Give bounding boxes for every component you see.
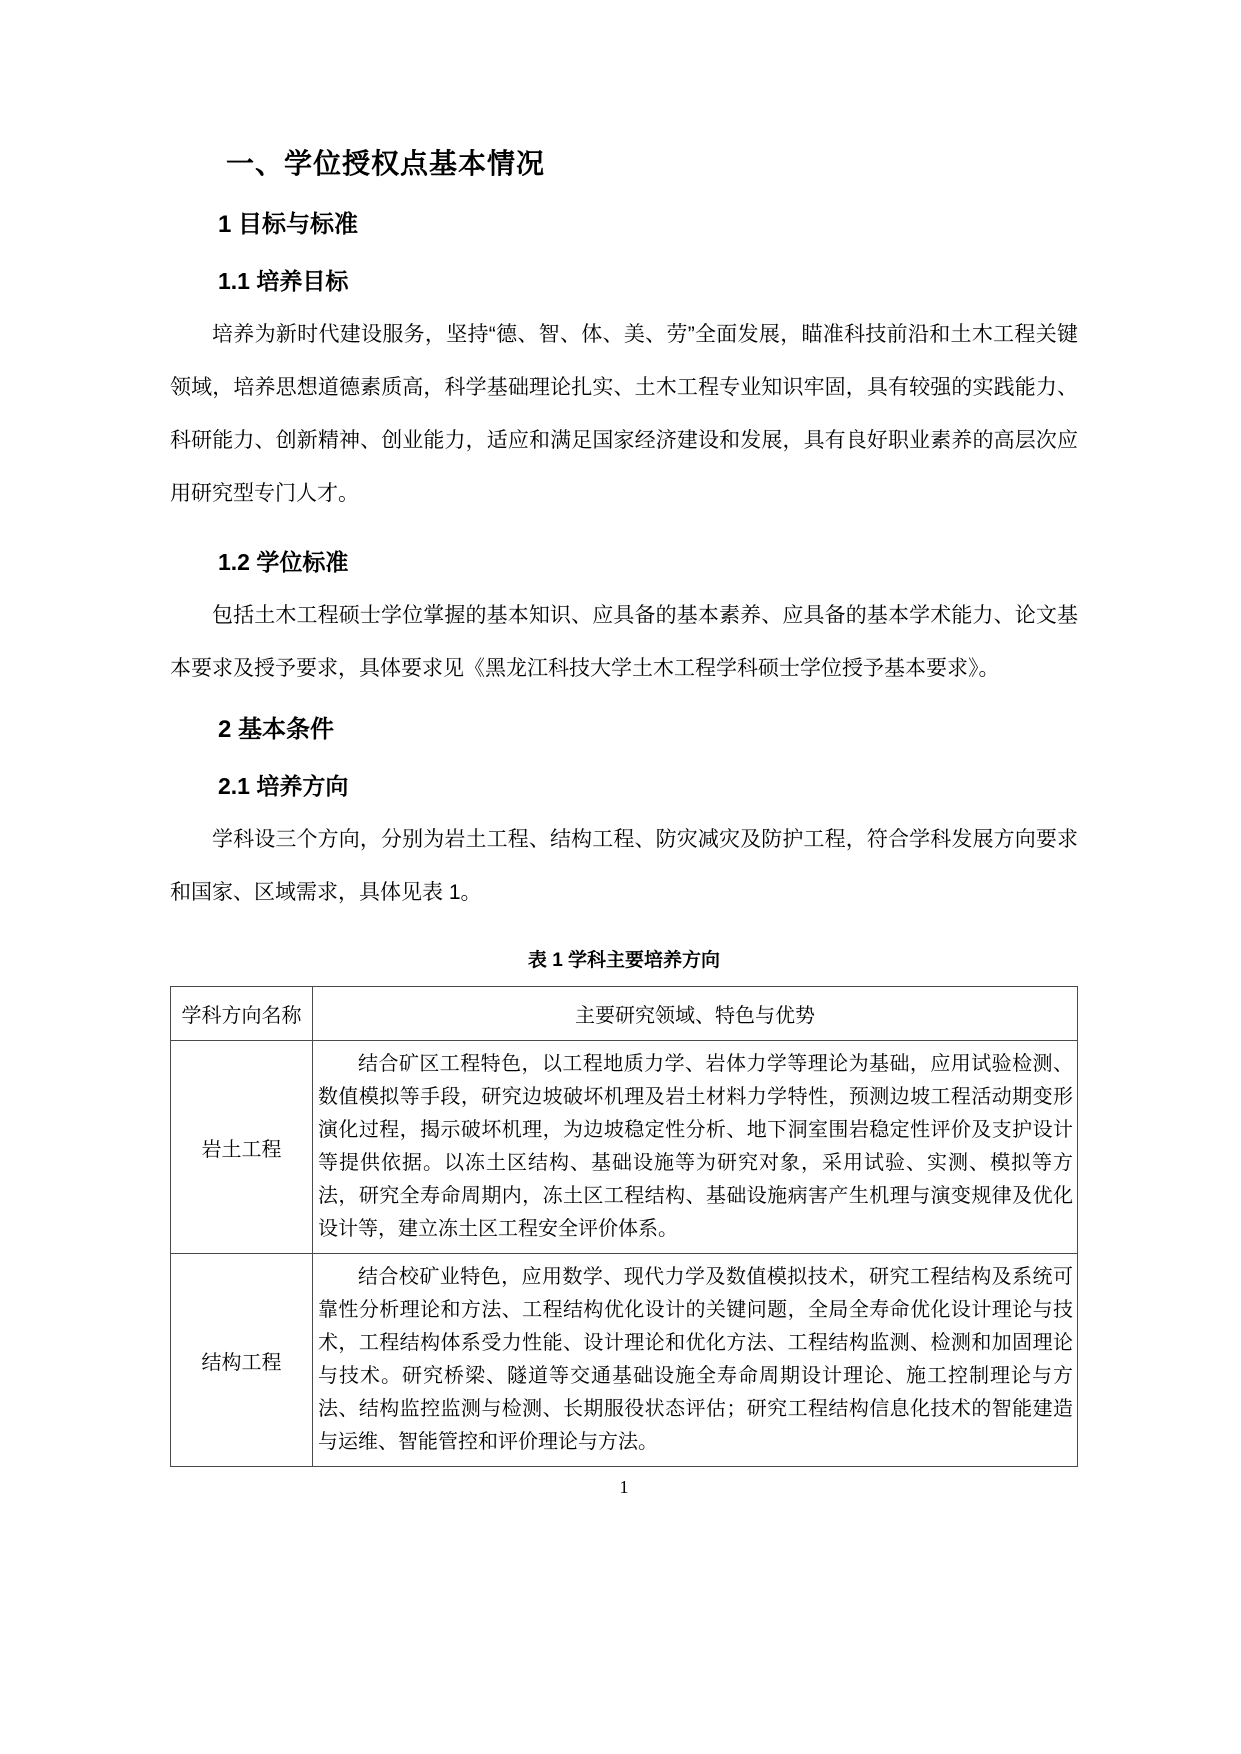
heading-degree-standard: 1.2 学位标准 [218,549,349,575]
document-title: 一、学位授权点基本情况 [226,148,546,179]
direction-description-structural: 结合校矿业特色，应用数学、现代力学及数值模拟技术，研究工程结构及系统可靠性分析理论和方法、工程结构优化设计的关键问题，全局全寿命优化设计理论与技术，工程结构体系受力性能、设计理论和优化方法、工程结构监测、检测和加固理论与技术。研究桥梁、隧道等交通基础设施全寿命周期设计理论、施工控制理论与方法、结构监控监测与检测、长期服役状态评估；研究工程结构信息化技术的智能建造与运维、智能管控和评价理论与方法。 [318,1266,1073,1453]
heading-training-goal: 1.1 培养目标 [218,268,349,294]
page-number: 1 [619,1477,629,1497]
direction-name-structural: 结构工程 [171,1254,313,1467]
direction-description-geotechnical: 结合矿区工程特色，以工程地质力学、岩体力学等理论为基础，应用试验检测、数值模拟等手段，研究边坡破坏机理及岩土材料力学特性，预测边坡工程活动期变形演化过程，揭示破坏机理，为边坡稳定性分析、地下洞室围岩稳定性评价及支护设计等提供依据。以冻土区结构、基础设施等为研究对象，采用试验、实测、模拟等方法，研究全寿命周期内，冻土区工程结构、基础设施病害产生机理与演变规律及优化设计等，建立冻土区工程安全评价体系。 [318,1053,1073,1240]
heading-goals-standards: 1 目标与标准 [218,211,359,238]
heading-training-direction: 2.1 培养方向 [218,773,349,799]
heading-basic-conditions: 2 基本条件 [218,716,335,743]
direction-description-cell [313,1041,1078,1254]
paragraph-degree-standard: 包括土木工程硕士学位掌握的基本知识、应具备的基本素养、应具备的基本学术能力、论文基本要求及授予要求，具体要求见《黑龙江科技大学土木工程学科硕士学位授予基本要求》。 [170,604,1078,680]
direction-name-geotechnical: 岩土工程 [171,1041,313,1254]
paragraph-training-direction: 学科设三个方向，分别为岩土工程、结构工程、防灾减灾及防护工程，符合学科发展方向要求和国家、区域需求，具体见表 1。 [170,828,1078,904]
table-row [171,1041,1078,1254]
table-header-row [171,987,1078,1041]
direction-description-cell [313,1254,1078,1467]
column-header-research-areas: 主要研究领域、特色与优势 [313,987,1078,1041]
paragraph-training-goal: 培养为新时代建设服务，坚持“德、智、体、美、劳”全面发展，瞄准科技前沿和土木工程关键领域，培养思想道德素质高，科学基础理论扎实、土木工程专业知识牢固，具有较强的实践能力、科研能力、创新精神、创业能力，适应和满足国家经济建设和发展，具有良好职业素养的高层次应用研究型专门人才。 [170,323,1078,505]
training-directions-table [170,986,1078,1467]
column-header-direction-name: 学科方向名称 [171,987,313,1041]
table-row [171,1254,1078,1467]
table-caption: 表 1 学科主要培养方向 [527,950,721,971]
